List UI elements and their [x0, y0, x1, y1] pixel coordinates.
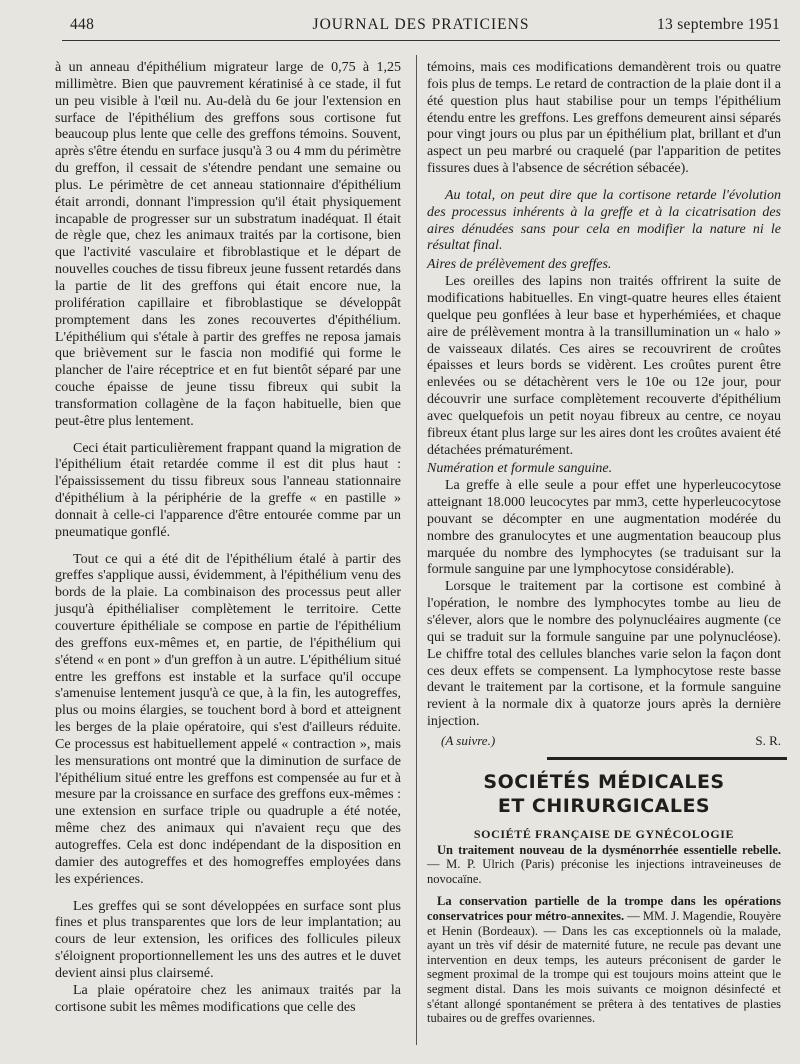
society-abstracts [427, 843, 781, 1026]
paragraph: Les oreilles des lapins non traités offrirent la suite de modifications habituelles. En vingt-quatre heures elles étaient quelque peu gonflées à leur base et hyperhémiées, et chaque aire de prélèvement montra à la transillumination un « halo » de vaisseaux dilatés. Ces aires se recouvrirent de croûtes épaisses et leurs bords se vidèrent. Les croûtes purent être enlevées ou se détachèrent vers le 10e ou 12e jour, pour découvrir une surface complètement recouverte d'épithélium avec quelquefois un petit noyau fibreux au centre, ce noyau fibreux étant plus large sur les aires dont les croûtes avaient été détachées prématurément. [427, 274, 781, 458]
paragraph: Lorsque le traitement par la cortisone est combiné à l'opération, le nombre des lymphocytes tombe au lieu de s'élever, alors que le nombre des polynucléaires augmente (ce qui se traduit sur la formule sanguine par une polynucléose). Le chiffre total des cellules blanches varie selon la façon dont ces deux effets se compensent. La lymphocytose reste basse devant le traitement par la cortisone, et la formule sanguine revient à la normale dix à quatorze jours après la dernière injection. [427, 579, 781, 730]
left-column [55, 60, 401, 1016]
signature-line [427, 733, 781, 750]
paragraph: Tout ce qui a été dit de l'épithélium étalé à partir des greffes s'applique aussi, évidemment, à l'épithélium venu des bords de la plaie. La combinaison des processus peut aller jusqu'à épithélialiser complètement le territoire. Cette couverture épithéliale se compose en partie de l'épithélium des greffons eux-mêmes et, en partie, de l'épithélium qui s'étend « en pont » d'un greffon à un autre. L'épithélium situé entre les greffons est instable et la surface qu'il occupe s'amenuise lentement jusqu'à ce que, à la fin, les autogreffes, plus ou moins élargies, se touchent bord à bord et atteignent les berges de la plaie opératoire, qui s'est d'ailleurs réduite. Ce processus est habituellement appelé « contraction », mais les mensurations ont montré que la diminution de surface de l'épithélium situé entre les greffons est compensée au fur et à mesure par la croissance en surface des greffons eux-mêmes : une extension en surface triple ou quadruple a été notée, même chez des animaux qui n'avaient reçu que des autogreffes. Cela est donc indépendant de la disposition en damier des autogreffes et des homogreffes employées dans les expériences. [55, 551, 401, 887]
abstract-item [427, 894, 781, 1025]
abstract-body: — MM. J. Magendie, Rouyère et Henin (Bordeaux). — Dans les cas exceptionnels où la malade, ayant un très vif désir de maternité future, ne recule pas devant une intervention en deux temps, les auteurs préconisent de garder le segment proximal de la trompe qui est toujours moins atteint que le segment distal. Dans les mois suivants ce moignon désinfecté et s'étant allongé spontanément se prêtera à des tentatives de plasties tubaires ou de greffes ovariennes. [427, 908, 781, 1026]
column-divider [416, 55, 417, 1045]
paragraph: La plaie opératoire chez les animaux traités par la cortisone subit les mêmes modifications que celle des [55, 982, 401, 1015]
paragraph: à un anneau d'épithélium migrateur large de 0,75 à 1,25 millimètre. Bien que pauvrement kératinisé à ce stade, il fut un peu visible à l'œil nu. Au-delà du 6e jour l'extension en surface de l'épithélium des greffons sous cortisone fut beaucoup plus lente que celle des greffons témoins. Souvent, après s'être étendu en surface jusqu'à 3 ou 4 mm du périmètre du greffon, il cessait de s'étendre pendant une semaine ou plus. Le périmètre de cet anneau stationnaire d'épithélium était arrondi, donnant l'impression qu'il était physiquement incapable de progresser sur un substratum inadéquat. Il était de règle que, chez les animaux traités par la cortisone, bien que l'activité vasculaire et fibroblastique et le départ de nouvelles couches de tissu fibreux jeune fussent retardés dans la partie de lit des greffons qui était encore nue, la prolifération capillaire et fibroblastique se développât promptement dans les zones recouvertes d'épithélium. L'épithélium qui s'étale à partir des greffes ne reposa jamais que brièvement sur le fascia non modifié qui forme le plancher de l'aire réceptrice et en fut bientôt séparé par une couche épaisse de jeune tissu fibreux qui subit la transformation collagène de la façon habituelle, bien que peut-être plus lentement. [55, 60, 402, 429]
running-header [62, 14, 780, 38]
header-rule [62, 40, 780, 41]
section-rule [547, 757, 787, 760]
right-column [427, 60, 781, 1026]
abstract-title: La conservation partielle de la trompe dans les opérations conservatrices pour métro-annexites. [427, 894, 781, 923]
journal-title: JOURNAL DES PRATICIENS [312, 16, 530, 33]
society-heading: SOCIÉTÉ FRANÇAISE DE GYNÉCOLOGIE [473, 826, 735, 841]
abstract-body: — M. P. Ulrich (Paris) préconise les injections intraveineuses de novocaïne. [427, 857, 781, 886]
page-number: 448 [70, 16, 95, 33]
paragraph: témoins, mais ces modifications demandèrent trois ou quatre fois plus de temps. Le retard de contraction de la plaie dont il a été question plus haut stabilise pour un temps l'épithélium étendu entre les greffons. Les greffons demeurent ainsi séparés pour vingt jours ou plus par un épithélium plat, brillant et d'un aspect un peu marbré ou craquelé (par l'apparition de petites fissures dues à l'absence de sécrétion sébacée). [427, 60, 781, 177]
section-heading-line1: SOCIÉTÉS MÉDICALES [483, 770, 725, 793]
abstract-item [427, 843, 781, 887]
paragraph: Les greffes qui se sont développées en surface sont plus fines et plus transparentes que lors de leur implantation; au cours de leur extension, les orifices des follicules pileux s'éloignent proportionnellement les uns des autres et le duvet devient ainsi plus clairsemé. [55, 898, 401, 981]
section-heading-line2: ET CHIRURGICALES [497, 794, 711, 817]
issue-date: 13 septembre 1951 [656, 16, 780, 33]
paragraph: La greffe à elle seule a pour effet une hyperleucocytose atteignant 18.000 leucocytes par mm3, cette hyperleucocytose pouvant se décompter en une augmentation modérée du nombre des granulocytes et une augmentation beaucoup plus marquée du nombre des lymphocytes (se traduisant sur la formule sanguine par une lymphocytose considérable). [427, 478, 781, 578]
paragraph: Ceci était particulièrement frappant quand la migration de l'épithélium était retardée comme il est dit plus haut : l'épaississement du tissu fibreux sous l'anneau stationnaire d'épithélium à la périphérie de la greffe « en pastille » donnait à celle-ci l'apparence d'être entourée comme par un pneumatique gonflé. [55, 440, 401, 540]
author-initials: S. R. [755, 732, 781, 748]
subheading-graft-sites: Aires de prélèvement des greffes. [427, 257, 612, 273]
section-heading [427, 770, 781, 818]
abstract-title: Un traitement nouveau de la dysménorrhée essentielle rebelle. [437, 842, 781, 857]
conclusion-paragraph: Au total, on peut dire que la cortisone retarde l'évolution des processus inhérents à la greffe et à la cicatrisation des aires dénudées sans pour cela en modifier la nature ni le résultat final. [427, 187, 781, 254]
to-be-continued: (A suivre.) [441, 732, 496, 748]
subheading-blood-count: Numération et formule sanguine. [427, 461, 613, 477]
